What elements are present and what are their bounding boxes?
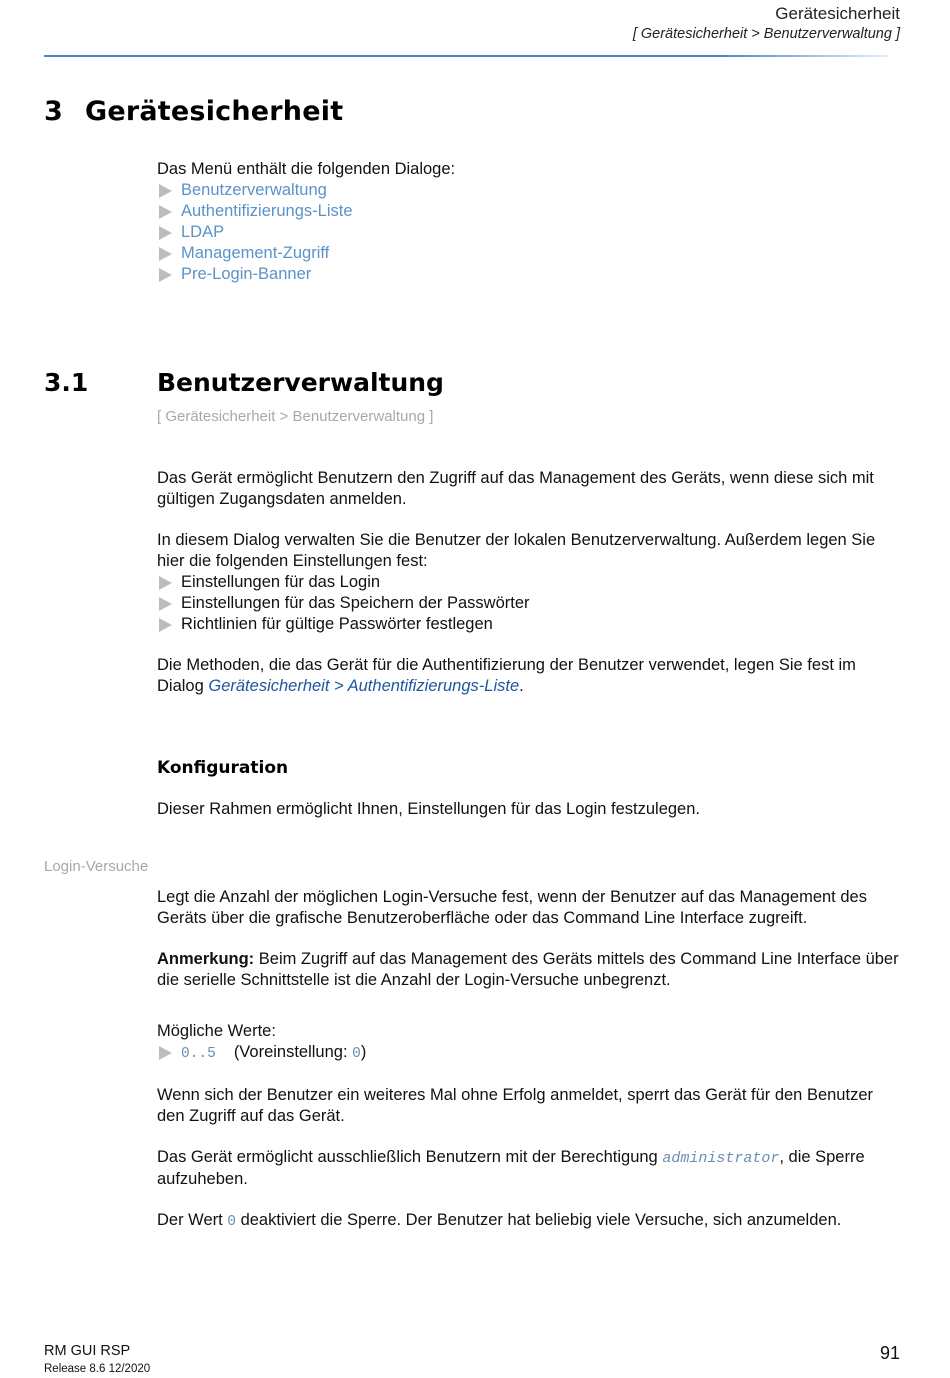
zero-value: 0 xyxy=(227,1214,236,1230)
chapter-intro: Das Menü enthält die folgenden Dialoge: xyxy=(157,160,456,178)
triangle-bullet-icon xyxy=(159,576,172,590)
note-label: Anmerkung: xyxy=(157,950,255,968)
triangle-bullet-icon xyxy=(159,618,172,632)
triangle-bullet-icon xyxy=(159,205,172,219)
settings-item: Richtlinien für gültige Passwörter festlegen xyxy=(157,614,902,635)
triangle-bullet-icon xyxy=(159,268,172,282)
chapter-title: Gerätesicherheit xyxy=(85,96,344,127)
zero-paragraph: Der Wert 0 deaktiviert die Sperre. Der Benutzer hat beliebig viele Versuche, sich anzumelden. xyxy=(157,1211,842,1230)
config-heading: Konfiguration xyxy=(157,758,289,778)
config-intro: Dieser Rahmen ermöglicht Ihnen, Einstellungen für das Login festzulegen. xyxy=(157,800,700,818)
cross-reference-link[interactable]: Gerätesicherheit > Authentifizierungs-Liste xyxy=(208,677,520,695)
note-paragraph: Anmerkung: Beim Zugriff auf das Management des Geräts mittels des Command Line Interface über die serielle Schnittstelle ist die Anzahl der Login-Versuche unbegrenzt. xyxy=(157,950,899,989)
parameter-label: Login-Versuche xyxy=(44,858,149,875)
triangle-bullet-icon xyxy=(159,247,172,261)
value-item: 0..5 (Voreinstellung: 0) xyxy=(157,1042,902,1065)
chapter-intro-block xyxy=(157,159,902,285)
section-body xyxy=(157,468,902,697)
dialog-link[interactable]: Benutzerverwaltung xyxy=(181,181,327,199)
section-paragraph: Die Methoden, die das Gerät für die Authentifizierung der Benutzer verwendet, legen Sie fest im Dialog Gerätesicherheit > Authentifizierungs-Liste. xyxy=(157,656,856,695)
lock-paragraph: Wenn sich der Benutzer ein weiteres Mal ohne Erfolg anmeldet, sperrt das Gerät für den Benutzer den Zugriff auf das Gerät. xyxy=(157,1086,873,1125)
dialog-link[interactable]: Management-Zugriff xyxy=(181,244,330,262)
footer-release: Release 8.6 12/2020 xyxy=(44,1363,151,1375)
parameter-body xyxy=(157,887,902,1233)
dialog-link-item[interactable] xyxy=(157,264,902,285)
dialog-link-item[interactable] xyxy=(157,243,902,264)
default-value: 0 xyxy=(352,1046,361,1062)
value-range: 0..5 xyxy=(181,1046,216,1062)
settings-list xyxy=(157,572,902,635)
triangle-bullet-icon xyxy=(159,597,172,611)
dialog-link-item[interactable] xyxy=(157,222,902,243)
running-header-breadcrumb: [ Gerätesicherheit > Benutzerverwaltung ] xyxy=(632,26,900,42)
dialog-link-item[interactable] xyxy=(157,180,902,201)
admin-paragraph: Das Gerät ermöglicht ausschließlich Benutzern mit der Berechtigung administrator, die Sperre aufzuheben. xyxy=(157,1148,865,1188)
page-number: 91 xyxy=(879,1343,900,1363)
settings-item: Einstellungen für das Speichern der Passwörter xyxy=(157,593,902,614)
dialog-link[interactable]: Authentifizierungs-Liste xyxy=(181,202,353,220)
section-title: Benutzerverwaltung xyxy=(157,368,444,397)
triangle-bullet-icon xyxy=(159,184,172,198)
role-name: administrator xyxy=(662,1150,780,1167)
parameter-description: Legt die Anzahl der möglichen Login-Versuche fest, wenn der Benutzer auf das Management des Geräts über die grafische Benutzeroberfläche oder das Command Line Interface zugreift. xyxy=(157,888,867,927)
possible-values-label: Mögliche Werte: xyxy=(157,1022,276,1040)
triangle-bullet-icon xyxy=(159,226,172,240)
section-path: [ Gerätesicherheit > Benutzerverwaltung ] xyxy=(157,408,434,425)
dialog-link-item[interactable] xyxy=(157,201,902,222)
chapter-number: 3 xyxy=(44,96,63,127)
chapter-heading xyxy=(44,96,343,127)
section-paragraph: In diesem Dialog verwalten Sie die Benutzer der lokalen Benutzerverwaltung. Außerdem legen Sie hier die folgenden Einstellungen fest: xyxy=(157,531,876,570)
values-list xyxy=(157,1042,902,1065)
dialog-link-list xyxy=(157,180,902,285)
section-number: 3.1 xyxy=(44,368,89,397)
settings-item: Einstellungen für das Login xyxy=(157,572,902,593)
section-paragraph: Das Gerät ermöglicht Benutzern den Zugriff auf das Management des Geräts, wenn diese sich mit gültigen Zugangsdaten anmelden. xyxy=(157,469,874,508)
dialog-link[interactable]: Pre-Login-Banner xyxy=(181,265,312,283)
footer-document-name: RM GUI RSP xyxy=(44,1343,131,1359)
triangle-bullet-icon xyxy=(159,1046,172,1060)
header-divider xyxy=(44,55,888,57)
dialog-link[interactable]: LDAP xyxy=(181,223,225,241)
running-header-title: Gerätesicherheit xyxy=(775,4,900,23)
